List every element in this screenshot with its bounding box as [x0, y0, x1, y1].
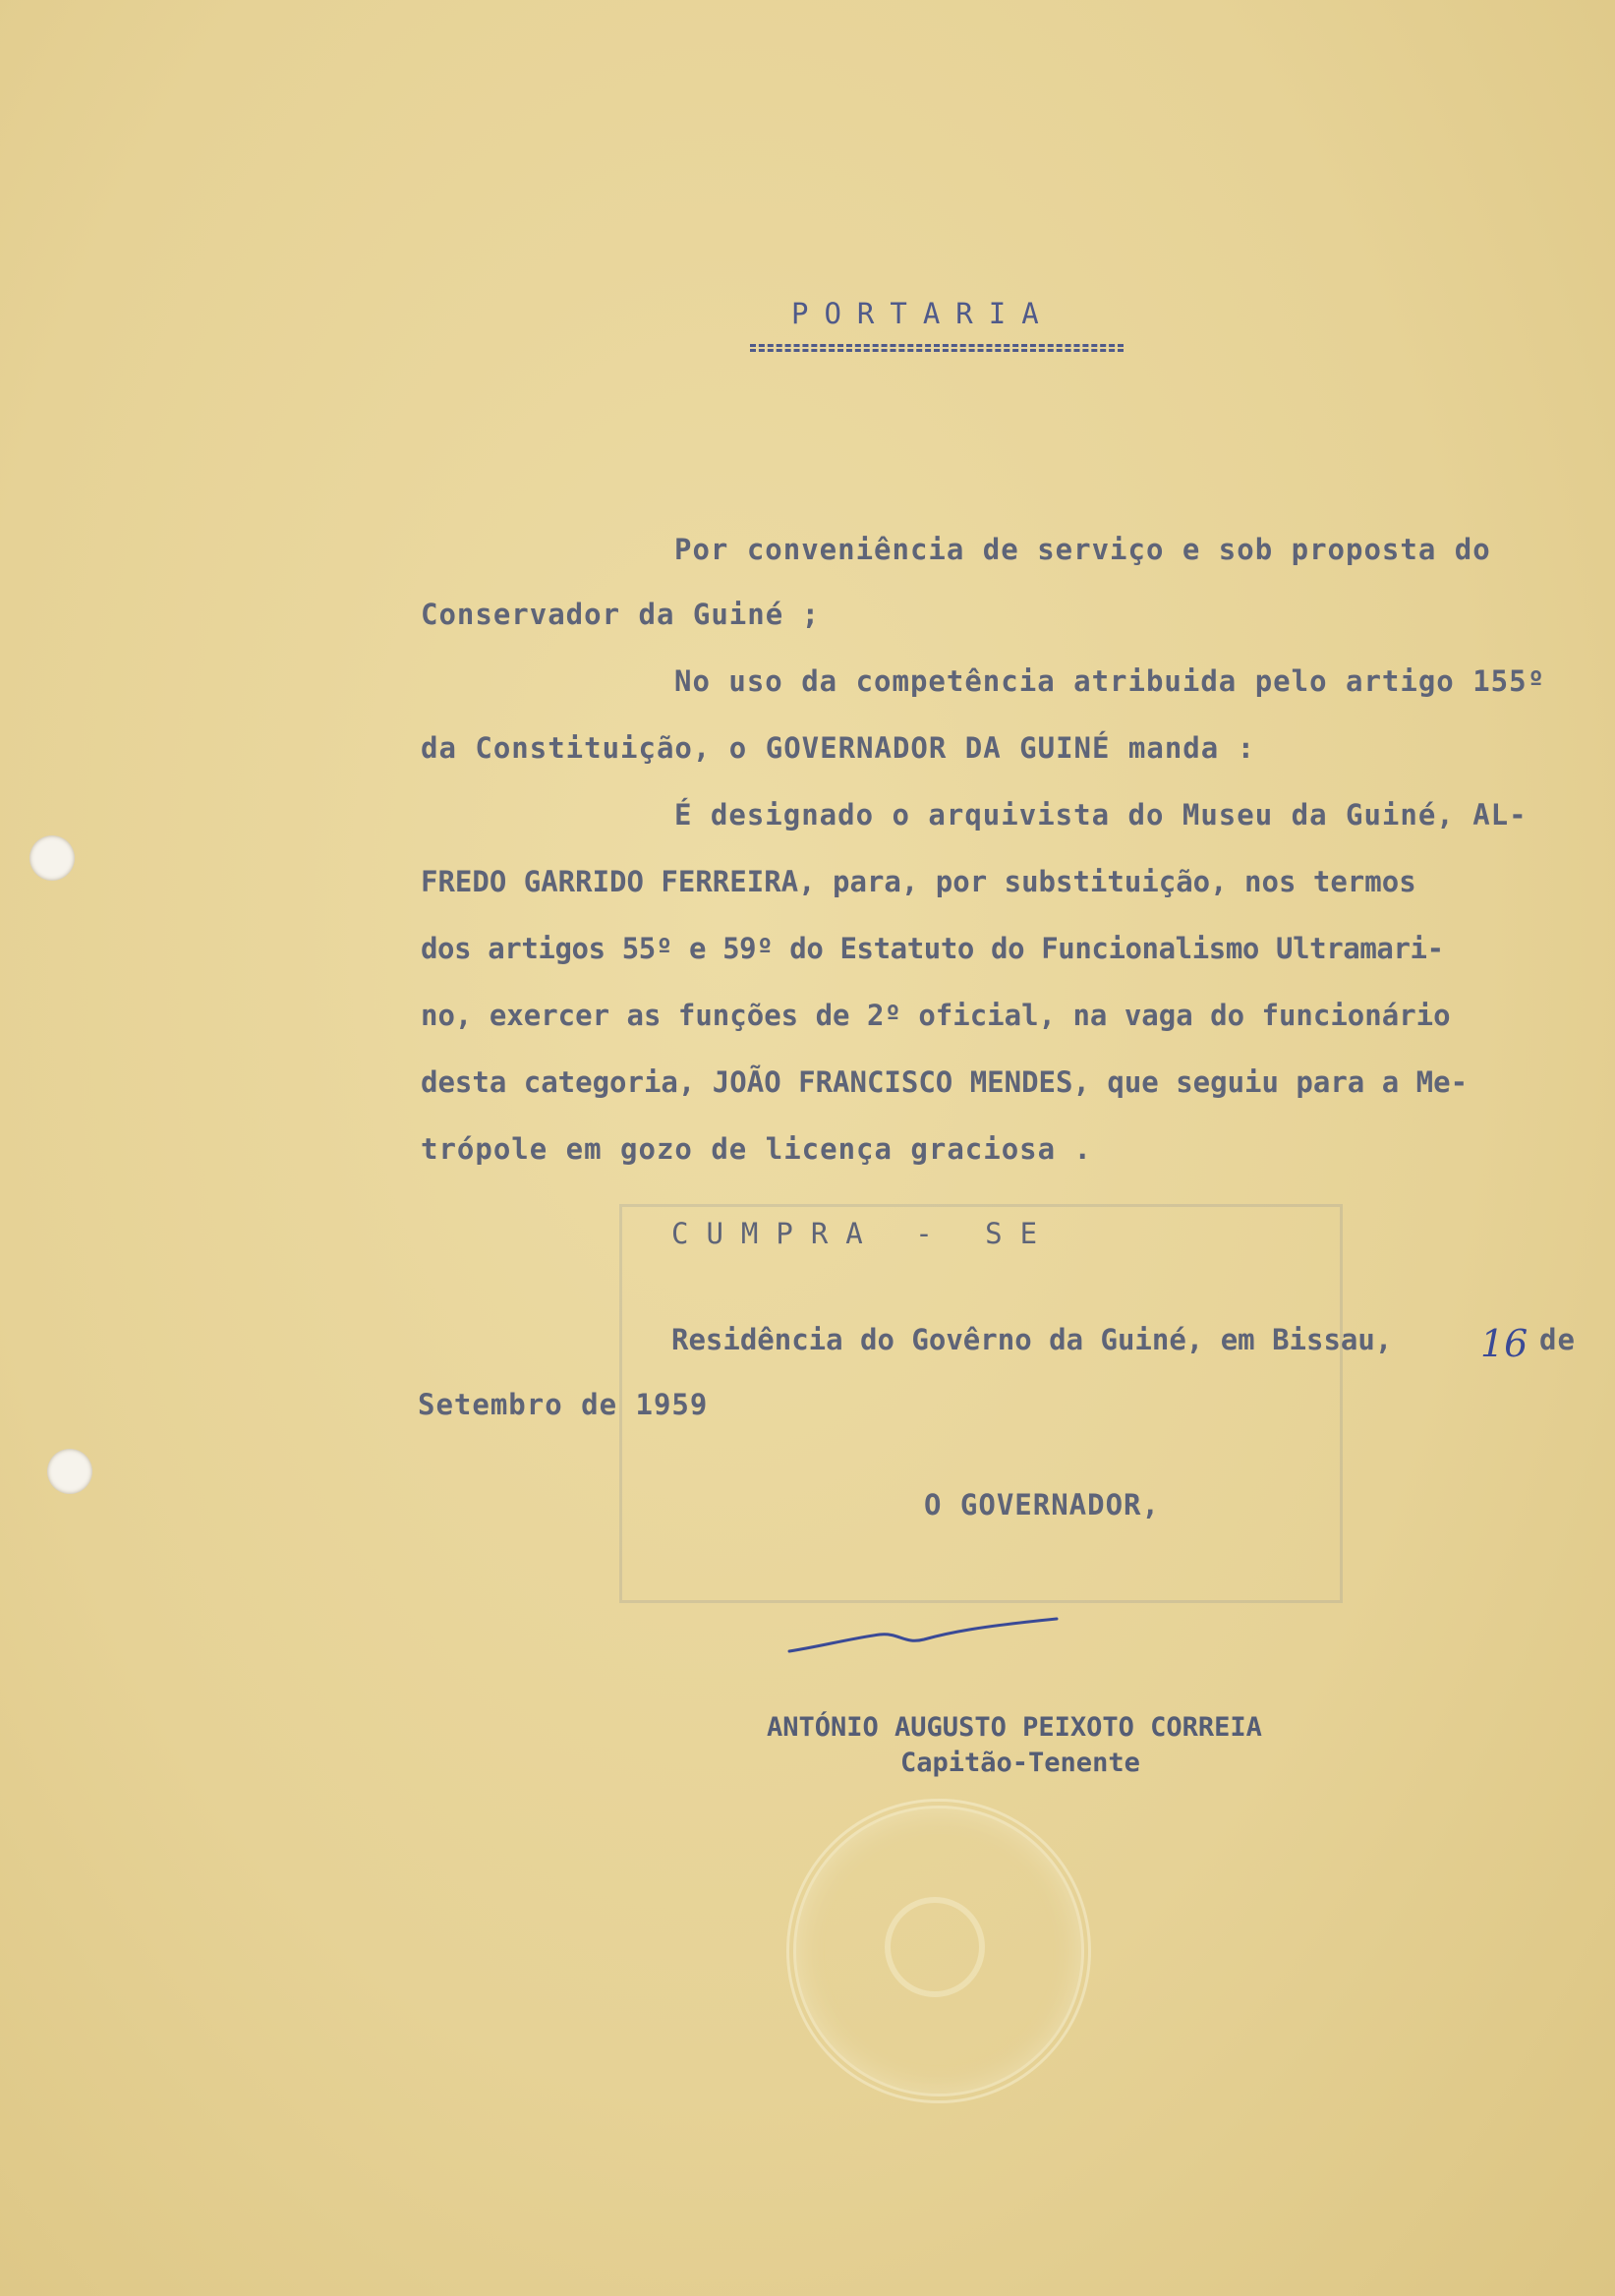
- place-line: Residência do Govêrno da Guiné, em Bissau,: [671, 1323, 1393, 1356]
- paragraph-line-8: no, exercer as funções de 2º oficial, na vaga do funcionário: [421, 999, 1451, 1032]
- closing-title: O GOVERNADOR,: [924, 1488, 1160, 1521]
- paragraph-line-9: desta categoria, JOÃO FRANCISCO MENDES, que seguiu para a Me-: [421, 1065, 1469, 1099]
- paragraph-line-4: da Constituição, o GOVERNADOR DA GUINÉ manda :: [421, 731, 1256, 765]
- paragraph-line-7: dos artigos 55º e 59º do Estatuto do Funcionalismo Ultramari-: [421, 932, 1444, 965]
- signatory-name: ANTÓNIO AUGUSTO PEIXOTO CORREIA: [767, 1712, 1262, 1743]
- handwritten-day: 16: [1480, 1322, 1528, 1365]
- document-title: PORTARIA: [791, 297, 1055, 330]
- signature-stroke: [781, 1607, 1076, 1666]
- date-suffix: de: [1539, 1323, 1576, 1356]
- embossed-seal: [786, 1799, 1091, 2103]
- faded-stamp: [619, 1204, 1343, 1603]
- paragraph-line-2: Conservador da Guiné ;: [421, 598, 821, 631]
- paragraph-line-1: Por conveniência de serviço e sob proposta do: [674, 533, 1491, 566]
- date-line: Setembro de 1959: [418, 1388, 709, 1421]
- punch-hole-bottom: [47, 1449, 92, 1494]
- command-line: CUMPRA - SE: [671, 1217, 1056, 1250]
- paragraph-line-6: FREDO GARRIDO FERREIRA, para, por substituição, nos termos: [421, 865, 1416, 898]
- punch-hole-top: [29, 835, 75, 881]
- paragraph-line-3: No uso da competência atribuida pelo artigo 155º: [674, 664, 1546, 698]
- title-underline: [750, 344, 1124, 352]
- paragraph-line-10: trópole em gozo de licença graciosa .: [421, 1132, 1093, 1166]
- seal-emblem: [885, 1897, 985, 1997]
- signatory-rank: Capitão-Tenente: [900, 1748, 1140, 1778]
- paragraph-line-5: É designado o arquivista do Museu da Guiné, AL-: [674, 798, 1528, 832]
